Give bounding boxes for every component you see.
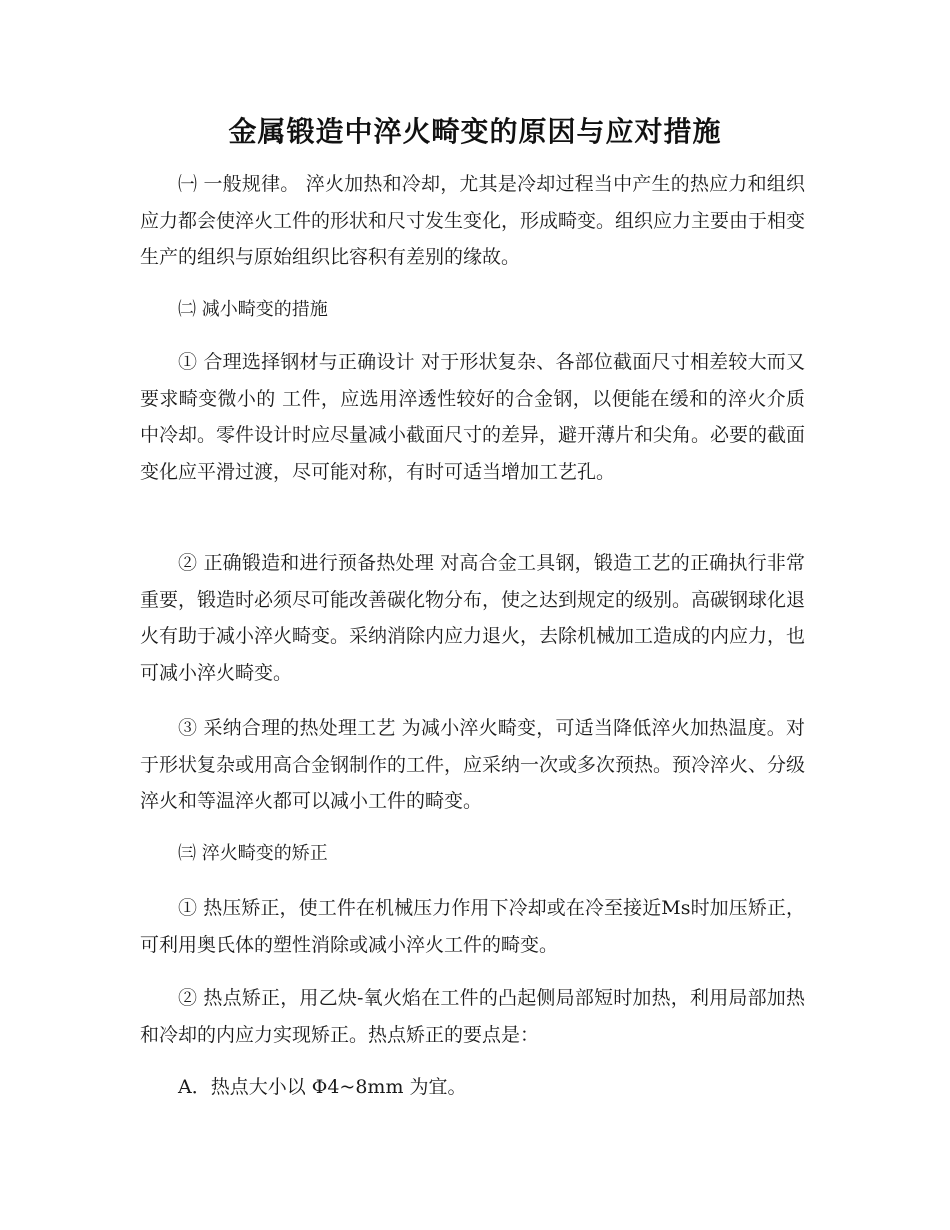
section-heading-correction: ㈢ 淬火畸变的矫正 bbox=[178, 843, 328, 864]
paragraph-hot-spot-correction: ② 热点矫正，用乙炔-氧火焰在工件的凸起侧局部短时加热，利用局部加热和冷却的内应力实现矫正。热点矫正的要点是： bbox=[140, 987, 805, 1046]
paragraph-material-design: ① 合理选择钢材与正确设计 对于形状复杂、各部位截面尺寸相差较大而又要求畸变微小的 工件，应选用淬透性较好的合金钢，以便能在缓和的淬火介质中冷却。零件设计时应尽量减小截面尺寸的差异，避开薄片和尖角。必要的截面变化应平滑过渡，尽可能对称，有时可适当增加工艺孔。 bbox=[140, 351, 806, 483]
paragraph-hot-spot-size: A．热点大小以 Φ4~8mm 为宜。 bbox=[178, 1076, 467, 1098]
paragraph-heat-treatment: ③ 采纳合理的热处理工艺 为减小淬火畸变，可适当降低淬火加热温度。对于形状复杂或用高合金钢制作的工件，应采纳一次或多次预热。预冷淬火、分级淬火和等温淬火都可以减小工件的畸变。 bbox=[140, 717, 806, 812]
section-heading-reduce-distortion: ㈡ 减小畸变的措施 bbox=[178, 299, 328, 320]
paragraph-general-rule: ㈠ 一般规律。 淬火加热和冷却，尤其是冷却过程当中产生的热应力和组织应力都会使淬火工件的形状和尺寸发生变化，形成畸变。组织应力主要由于相变生产的组织与原始组织比容积有差别的缘故。 bbox=[140, 173, 806, 268]
paragraph-hot-press-correction: ① 热压矫正，使工件在机械压力作用下冷却或在冷至接近Ms时加压矫正，可利用奥氏体的塑性消除或减小淬火工件的畸变。 bbox=[140, 897, 805, 956]
document-title: 金属锻造中淬火畸变的原因与应对措施 bbox=[228, 115, 722, 148]
paragraph-forging-pretreatment: ② 正确锻造和进行预备热处理 对高合金工具钢，锻造工艺的正确执行非常重要，锻造时必须尽可能改善碳化物分布，使之达到规定的级别。高碳钢球化退火有助于减小淬火畸变。采纳消除内应力退火，去除机械加工造成的内应力，也可减小淬火畸变。 bbox=[140, 552, 806, 684]
